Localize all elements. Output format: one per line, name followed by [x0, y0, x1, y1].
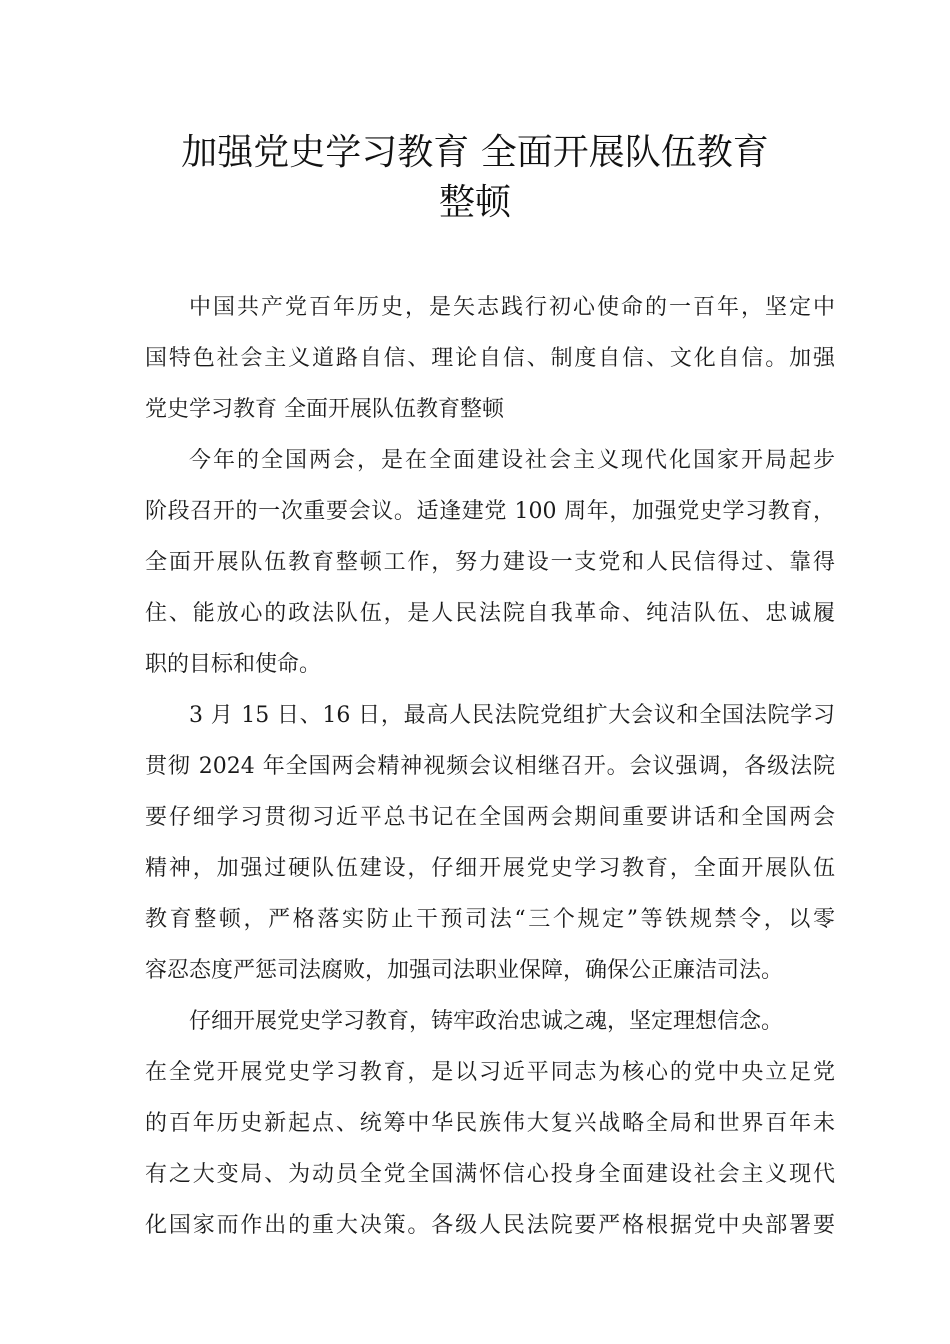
paragraph-4: [145, 996, 835, 1251]
paragraph-1: [145, 282, 835, 435]
text-line: 有之大变局、为动员全党全国满怀信心投身全面建设社会主义现代: [145, 1162, 835, 1187]
text-line: 党史学习教育 全面开展队伍教育整顿: [145, 397, 504, 422]
text-line: 全面开展队伍教育整顿工作，努力建设一支党和人民信得过、靠得: [145, 550, 835, 575]
document-title: [120, 128, 830, 228]
text-line: 仔细开展党史学习教育，铸牢政治忠诚之魂，坚定理想信念。: [189, 1009, 784, 1034]
text-line: 阶段召开的一次重要会议。适逢建党 100 周年，加强党史学习教育，: [145, 499, 835, 524]
text-line: 职的目标和使命。: [145, 652, 322, 677]
text-line: 今年的全国两会，是在全面建设社会主义现代化国家开局起步: [189, 448, 835, 473]
text-line: 贯彻 2024 年全国两会精神视频会议相继召开。会议强调，各级法院: [145, 754, 835, 779]
text-line: 国特色社会主义道路自信、理论自信、制度自信、文化自信。加强: [145, 346, 835, 371]
text-line: 在全党开展党史学习教育，是以习近平同志为核心的党中央立足党: [145, 1060, 835, 1085]
text-line: 的百年历史新起点、统筹中华民族伟大复兴战略全局和世界百年未: [145, 1111, 835, 1136]
paragraph-3: [145, 690, 835, 996]
title-line: 加强党史学习教育 全面开展队伍教育: [181, 132, 769, 173]
text-line: 化国家而作出的重大决策。各级人民法院要严格根据党中央部署要: [145, 1213, 835, 1238]
text-line: 中国共产党百年历史，是矢志践行初心使命的一百年，坚定中: [189, 295, 835, 320]
text-line: 3 月 15 日、16 日，最高人民法院党组扩大会议和全国法院学习: [189, 703, 835, 728]
text-line: 容忍态度严惩司法腐败，加强司法职业保障，确保公正廉洁司法。: [145, 958, 784, 983]
text-line: 要仔细学习贯彻习近平总书记在全国两会期间重要讲话和全国两会: [145, 805, 835, 830]
paragraph-2: [145, 435, 835, 690]
title-line: 整顿: [438, 182, 511, 223]
text-line: 住、能放心的政法队伍，是人民法院自我革命、纯洁队伍、忠诚履: [145, 601, 835, 626]
text-line: 精神，加强过硬队伍建设，仔细开展党史学习教育，全面开展队伍: [145, 856, 835, 881]
text-line: 教育整顿，严格落实防止干预司法“三个规定”等铁规禁令，以零: [145, 907, 835, 932]
document-body: [145, 282, 835, 1251]
